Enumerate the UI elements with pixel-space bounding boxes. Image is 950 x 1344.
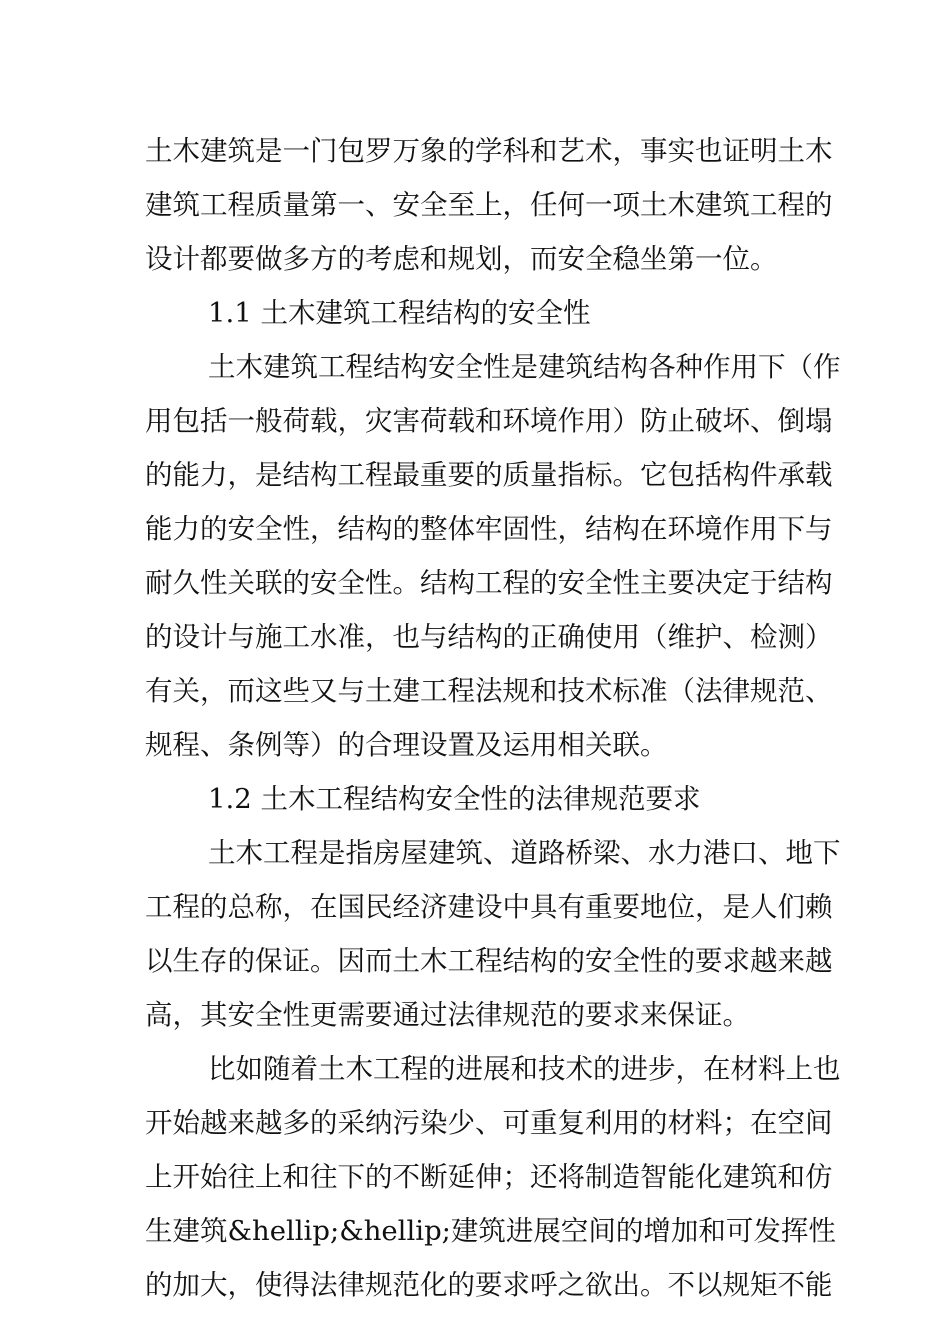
body-text-line: 比如随着土木工程的进展和技术的进步，在材料上也	[208, 1053, 841, 1085]
body-text-line: 设计都要做多方的考虑和规划，而安全稳坐第一位。	[145, 243, 778, 275]
section-heading-1-1: 1.1 土木建筑工程结构的安全性	[208, 297, 591, 329]
section-heading-1-2: 1.2 土木工程结构安全性的法律规范要求	[208, 783, 701, 815]
body-text-line: 土木建筑是一门包罗万象的学科和艺术，事实也证明土木	[145, 135, 833, 167]
body-text-line: 的设计与施工水准，也与结构的正确使用（维护、检测）	[145, 621, 833, 653]
body-text-line: 能力的安全性，结构的整体牢固性，结构在环境作用下与	[145, 513, 833, 545]
body-text-line: 土木工程是指房屋建筑、道路桥梁、水力港口、地下	[208, 837, 841, 869]
body-text-line: 土木建筑工程结构安全性是建筑结构各种作用下（作	[208, 351, 841, 383]
body-text-line: 规程、条例等）的合理设置及运用相关联。	[145, 729, 668, 761]
body-text-line: 高，其安全性更需要通过法律规范的要求来保证。	[145, 999, 750, 1031]
body-text-line: 的加大，使得法律规范化的要求呼之欲出。不以规矩不能	[145, 1269, 833, 1301]
body-text-line: 工程的总称，在国民经济建设中具有重要地位，是人们赖	[145, 891, 833, 923]
body-text-line: 有关，而这些又与土建工程法规和技术标准（法律规范、	[145, 675, 833, 707]
body-text-line: 耐久性关联的安全性。结构工程的安全性主要决定于结构	[145, 567, 833, 599]
body-text-line: 的能力，是结构工程最重要的质量指标。它包括构件承载	[145, 459, 833, 491]
body-text-line: 用包括一般荷载，灾害荷载和环境作用）防止破坏、倒塌	[145, 405, 833, 437]
body-text-line: 以生存的保证。因而土木工程结构的安全性的要求越来越	[145, 945, 833, 977]
body-text-line: 生建筑&hellip;&hellip;建筑进展空间的增加和可发挥性	[145, 1215, 836, 1247]
body-text-line: 建筑工程质量第一、安全至上，任何一项土木建筑工程的	[145, 189, 833, 221]
body-text-line: 开始越来越多的采纳污染少、可重复利用的材料；在空间	[145, 1107, 833, 1139]
body-text-line: 上开始往上和往下的不断延伸；还将制造智能化建筑和仿	[145, 1161, 833, 1193]
